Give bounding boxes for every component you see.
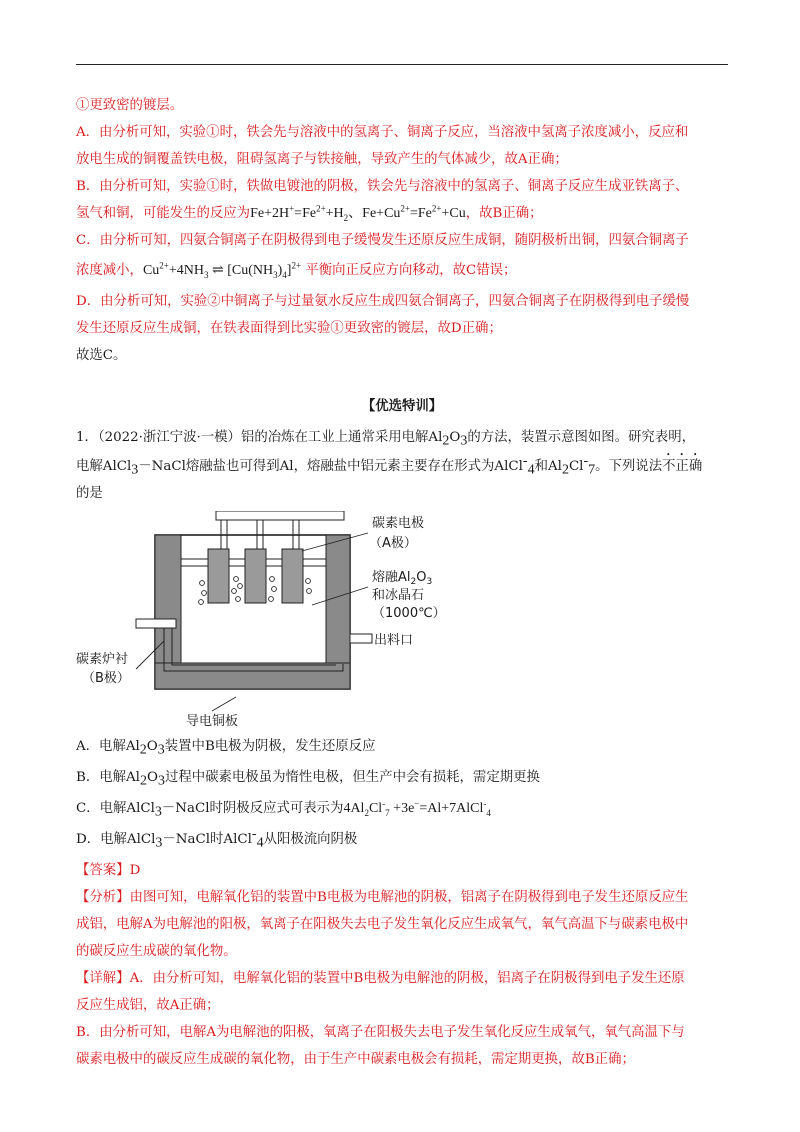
prev-c2-pre: 浓度减小， (76, 263, 143, 278)
label-b-electrode: （B极） (82, 671, 130, 686)
option-a: A．电解$Al_2O_3$装置中B电极为阴极，发生还原反应 (76, 739, 376, 758)
option-a-3: 装置中B电极为阴极，发生还原反应 (164, 739, 376, 754)
prev-option-c-line-2 (76, 254, 728, 288)
q-text-1b: O (449, 430, 461, 445)
analysis-line-3: 的碳反应生成碳的氧化物。 (76, 944, 237, 959)
question-line-1: 1．（2022·浙江宁波·一模）铝的冶炼在工业上通常采用电解$Al_2O_3$的方法，装置示意图如图。研究表明， (76, 430, 695, 449)
detail-text-a1: A．由分析可知，电解氧化铝的装置中B电极为电解池的阴极，铝离子在阴极得到电子发生还原 (129, 971, 685, 986)
detail-line-3: B．由分析可知，电解A为电解池的阳极，氧离子在阳极失去电子发生氧化反应生成氧气，氧气高温下与 (76, 1025, 685, 1040)
prev-option-b-line-2 (76, 200, 728, 227)
detail-line-2: 反应生成铝，故A正确； (76, 998, 220, 1013)
option-d: D．电解AlCl$_3$－NaCl时AlCl-$_4$从阳极流向阴极 (76, 826, 358, 851)
detail-line-4: 碳素电极中的碳反应生成碳的氧化物，由于生产中碳素电极会有损耗，需定期更换，故B正确； (76, 1052, 635, 1067)
q-text-2c: 和Al (534, 459, 562, 474)
prev-c2-post: 平衡向正反应方向移动，故C错误； (305, 263, 517, 278)
question-line-3: 的是 (76, 486, 103, 501)
prev-option-b-line-1: B．由分析可知，实验①时，铁做电镀池的阴极，铁会先与溶液中的氢离子、铜离子反应生成亚铁离子、 (76, 179, 689, 194)
q-text-1c: 的方法，装置示意图如图。研究表明， (467, 430, 695, 445)
prev-option-c-line-1: C．由分析可知，四氨合铜离子在阴极得到电子缓慢发生还原反应生成铜，随阴极析出铜，四氨合铜离子 (76, 233, 689, 248)
label-copper-plate: 导电铜板 (186, 714, 239, 729)
option-c-1: C．电解AlCl (76, 801, 155, 816)
cathode-equation: $4Al_2Cl^-_7$ +3e−=Al+7AlCl-$_4$ (343, 798, 491, 818)
prev-option-d-line-2: 发生还原反应生成铜，在铁表面得到比实验①更致密的镀层，故D正确； (76, 321, 502, 336)
detail-line-1 (76, 965, 728, 992)
label-cryolite: 和冰晶石 (372, 588, 425, 603)
option-d-1: D．电解AlCl (76, 832, 156, 847)
prev-b2-pre: 氢气和铜，可能发生的反应为 (76, 206, 251, 221)
label-carbon-electrode: 碳素电极 (372, 516, 425, 531)
option-d-3: 从阳极流向阴极 (263, 832, 358, 847)
label-a-electrode: （A极） (369, 536, 417, 551)
prev-option-d-line-1: D．由分析可知，实验②中铜离子与过量氨水反应生成四氨合铜离子，四氨合铜离子在阴极得到电子缓慢 (76, 294, 690, 309)
label-carbon-lining: 碳素炉衬 (76, 652, 129, 667)
option-b: B．电解$Al_2O_3$过程中碳素电极虽为惰性电极，但生产中会有损耗，需定期更换 (76, 770, 540, 789)
q-text-2e: 。下列说法 (595, 459, 663, 474)
label-molten-1b: O (416, 570, 427, 585)
option-b-3: 过程中碳素电极虽为惰性电极，但生产中会有损耗，需定期更换 (164, 770, 540, 785)
analysis-line-2: 成铝，电解A为电解池的阳极，氧离子在阳极失去电子发生氧化反应生成氧气，氧气高温下与碳素电极中 (76, 917, 689, 932)
answer-value: D (129, 863, 141, 878)
page-content (76, 92, 728, 1073)
prev-line-0: ①更致密的镀层。 (76, 98, 184, 113)
outlet-pipe (350, 634, 372, 643)
prev-option-a-line-2: 放电生成的铜覆盖铁电极，阻碍氢离子与铁接触，导致产生的气体减少，故A正确； (76, 152, 568, 167)
header-rule (76, 64, 728, 65)
q-text-2a: 电解AlCl (76, 459, 132, 474)
label-molten-1: 熔融Al (372, 570, 411, 585)
option-a-1: A．电解Al (76, 739, 140, 754)
iron-reaction-equation: $Fe+2H^+=Fe^{2+}+H_2$、$Fe+Cu^{2+}=Fe^{2+}+Cu$ (250, 203, 466, 223)
option-a-2: O (146, 739, 158, 754)
question-line-2: 电解AlCl$_3$－NaCl熔融盐也可得到Al，熔融盐中铝元素主要存在形式为AlCl-$_4$和$Al_2Cl^-_7$。下列说法不正确 (76, 453, 703, 478)
q-text-2d: Cl (568, 459, 584, 474)
q-text-1a: 1．（2022·浙江宁波·一模）铝的冶炼在工业上通常采用电解Al (76, 430, 443, 445)
option-c: C．电解AlCl$_3$－NaCl时阴极反应式可表示为$4Al_2Cl^-_7$ +3e−=Al+7AlCl-$_4$ (76, 798, 491, 820)
detail-label: 【详解】 (76, 971, 130, 986)
option-b-1: B．电解Al (76, 770, 140, 785)
answer-label: 【答案】 (76, 863, 130, 878)
label-temperature: （1000℃） (372, 606, 446, 621)
q-text-2b: －NaCl熔融盐也可得到Al，熔融盐中铝元素主要存在形式为AlCl (138, 459, 523, 474)
analysis-label: 【分析】 (76, 890, 130, 905)
analysis-line-1 (76, 884, 728, 911)
label-molten-alumina: 熔融$Al_2O_3$ (372, 570, 433, 587)
label-outlet: 出料口 (374, 633, 414, 648)
electrolysis-figure (76, 511, 728, 731)
prev-b2-post: ，故B正确； (465, 206, 543, 221)
ammine-equilibrium-equation: $Cu^{2+}+4NH_3$ ⇌ $[Cu(NH_3)_4]^{2+}$ (142, 260, 302, 280)
prev-option-a-line-1: A．由分析可知，实验①时，铁会先与溶液中的氢离子、铜离子反应，当溶液中氢离子浓度减小，反应和 (76, 125, 689, 140)
electrolysis-diagram (76, 511, 728, 731)
answer-line (76, 857, 728, 884)
option-b-2: O (146, 770, 158, 785)
section-title: 【优选特训】 (361, 398, 443, 414)
option-c-2: －NaCl时阴极反应式可表示为 (161, 801, 344, 816)
prev-conclusion: 故选C。 (76, 348, 127, 363)
not-correct-emphasis: 不正确 (662, 459, 703, 474)
option-d-2: －NaCl时AlCl (162, 832, 252, 847)
analysis-text-1: 由图可知，电解氧化铝的装置中B电极为电解池的阴极，铝离子在阴极得到电子发生还原反应生 (129, 890, 689, 905)
